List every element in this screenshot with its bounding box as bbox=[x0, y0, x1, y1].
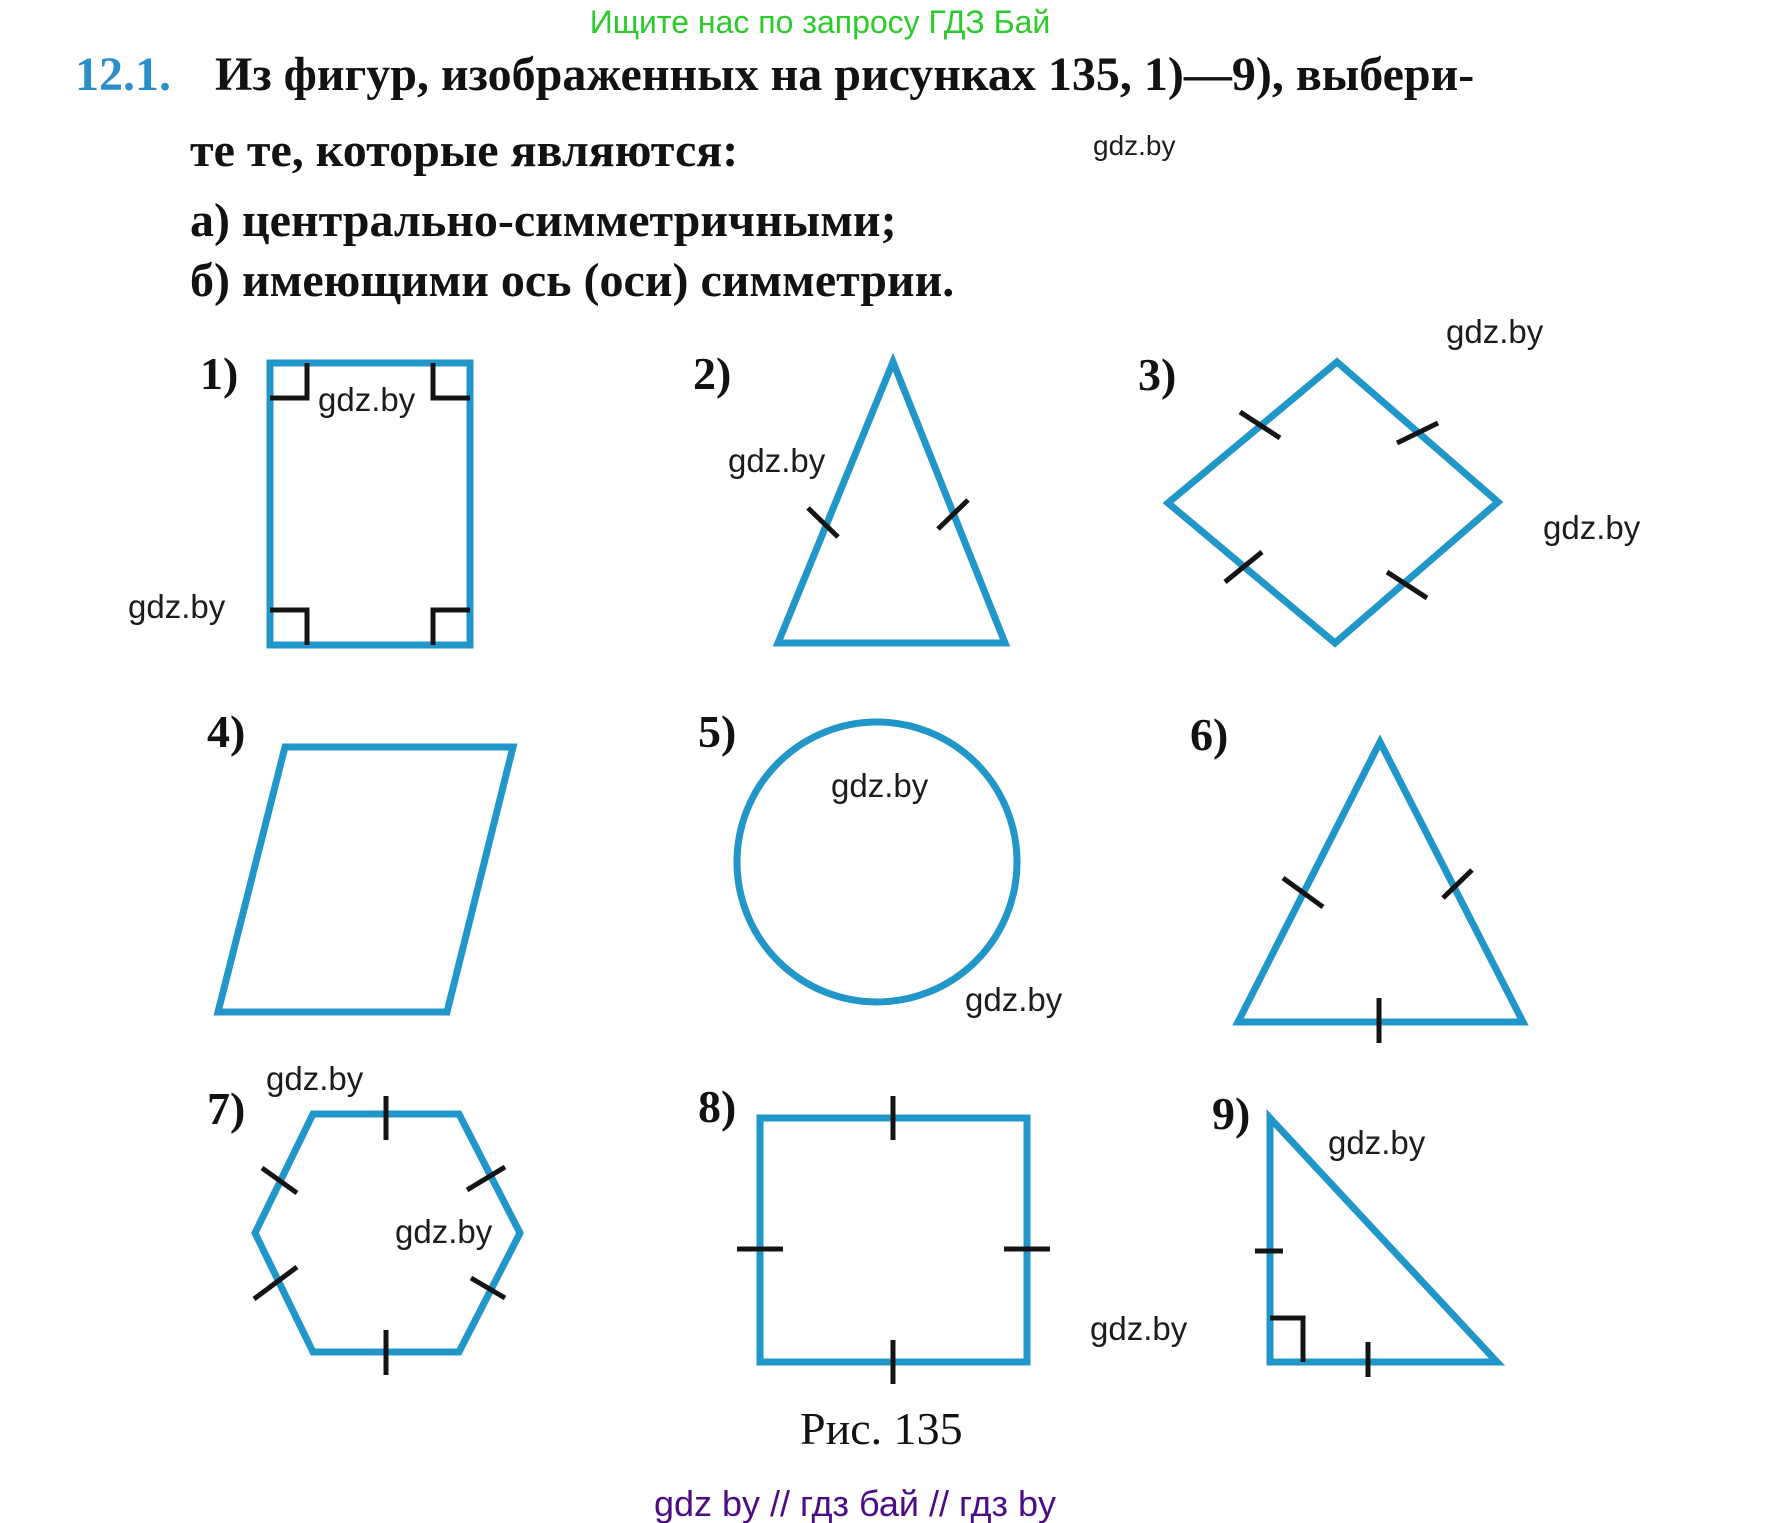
figure-8-label: 8) bbox=[698, 1081, 737, 1132]
right-angle-mark-top-left bbox=[270, 363, 307, 398]
right-angle-mark bbox=[1270, 1318, 1303, 1362]
figure-3-label: 3) bbox=[1138, 349, 1177, 400]
right-angle-mark-bottom-right bbox=[433, 610, 470, 645]
watermark: gdz.by bbox=[831, 767, 929, 804]
rhombus-shape bbox=[1168, 362, 1498, 643]
right-angle-mark-top-right bbox=[433, 363, 470, 398]
problem-item-b: б) имеющими ось (оси) симметрии. bbox=[190, 254, 955, 307]
figure-8-square bbox=[737, 1096, 1050, 1384]
promo-banner: Ищите нас по запросу ГДЗ Бай bbox=[589, 4, 1051, 40]
watermark: gdz.by bbox=[1543, 509, 1641, 546]
figure-2-isosceles-triangle bbox=[778, 362, 1005, 643]
figure-1-label: 1) bbox=[200, 348, 239, 399]
watermark: gdz.by bbox=[1093, 130, 1176, 161]
square-shape bbox=[760, 1118, 1027, 1362]
figure-6-label: 6) bbox=[1190, 709, 1229, 760]
circle-shape bbox=[737, 722, 1017, 1002]
problem-number: 12.1. bbox=[75, 48, 171, 101]
figure-4-label: 4) bbox=[207, 706, 246, 757]
watermark: gdz.by bbox=[728, 442, 826, 479]
figure-2-label: 2) bbox=[693, 348, 732, 399]
watermark: gdz.by bbox=[965, 981, 1063, 1018]
watermark: gdz.by bbox=[128, 588, 226, 625]
figure-7-label: 7) bbox=[207, 1083, 246, 1134]
watermark: gdz.by bbox=[1446, 313, 1544, 350]
footer-watermark: gdz by // гдз бай // гдз by bbox=[653, 1483, 1057, 1523]
figure-9-label: 9) bbox=[1212, 1088, 1251, 1139]
figure-5-label: 5) bbox=[698, 706, 737, 757]
watermark: gdz.by bbox=[1090, 1310, 1188, 1347]
watermark: gdz.by bbox=[1328, 1124, 1426, 1161]
problem-line-2: те те, которые являются: bbox=[190, 124, 739, 177]
figure-4-parallelogram bbox=[218, 747, 513, 1012]
figure-6-equilateral-triangle bbox=[1238, 742, 1523, 1043]
figure-3-rhombus bbox=[1168, 362, 1498, 643]
right-angle-mark-bottom-left bbox=[270, 610, 307, 645]
figure-5-circle bbox=[737, 722, 1017, 1002]
problem-item-a: а) центрально-симметричными; bbox=[190, 194, 897, 247]
parallelogram-shape bbox=[218, 747, 513, 1012]
triangle-shape bbox=[1238, 742, 1523, 1022]
watermark: gdz.by bbox=[266, 1060, 364, 1097]
tick-mark-left-side bbox=[1283, 878, 1323, 907]
figure-caption: Рис. 135 bbox=[800, 1403, 963, 1454]
watermark: gdz.by bbox=[395, 1213, 493, 1250]
watermark: gdz.by bbox=[318, 381, 416, 418]
problem-line-1: Из фигур, изображенных на рисунках 135, 1)—9), выбери- bbox=[215, 48, 1475, 101]
triangle-shape bbox=[778, 362, 1005, 643]
